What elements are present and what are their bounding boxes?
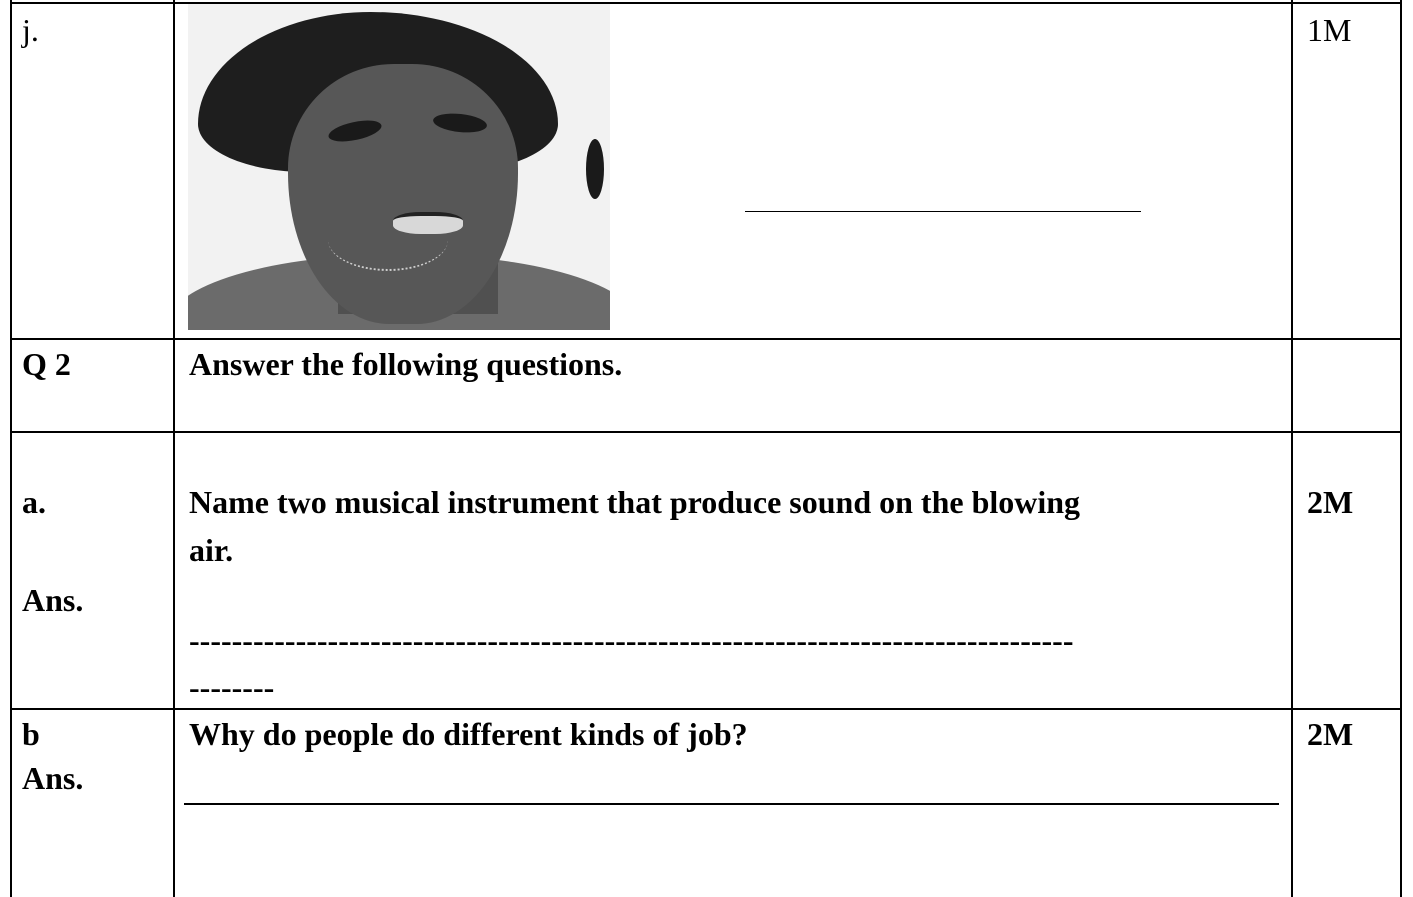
portrait-photo	[188, 4, 610, 330]
row-b-answer-line	[184, 803, 1279, 805]
row-divider-3	[10, 708, 1402, 710]
row-j-answer-line	[745, 211, 1141, 212]
row-a-answer-dashes-1: -----------------------------------------------------------------------------------	[189, 622, 1074, 658]
q2-heading: Answer the following questions.	[189, 346, 623, 382]
row-b-question: Why do people do different kinds of job?	[189, 716, 748, 752]
column-divider-2	[1291, 0, 1293, 897]
q2-label: Q 2	[22, 346, 71, 382]
row-b-label: b	[22, 716, 40, 752]
row-b-ans-label: Ans.	[22, 760, 84, 796]
row-j-label: j.	[22, 12, 39, 48]
row-a-ans-label: Ans.	[22, 582, 84, 618]
table-border-right	[1400, 0, 1402, 897]
row-a-question-line1: Name two musical instrument that produce sound on the blowing	[189, 484, 1081, 520]
row-a-label: a.	[22, 484, 46, 520]
row-a-marks: 2M	[1307, 484, 1354, 520]
column-divider-1	[173, 0, 175, 897]
table-border-left	[10, 0, 12, 897]
row-a-question-line2: air.	[189, 532, 234, 568]
row-b-marks: 2M	[1307, 716, 1354, 752]
row-a-answer-dashes-2: --------	[189, 669, 275, 705]
row-divider-2	[10, 431, 1402, 433]
row-j-marks: 1M	[1307, 12, 1352, 48]
row-divider-1	[10, 338, 1402, 340]
